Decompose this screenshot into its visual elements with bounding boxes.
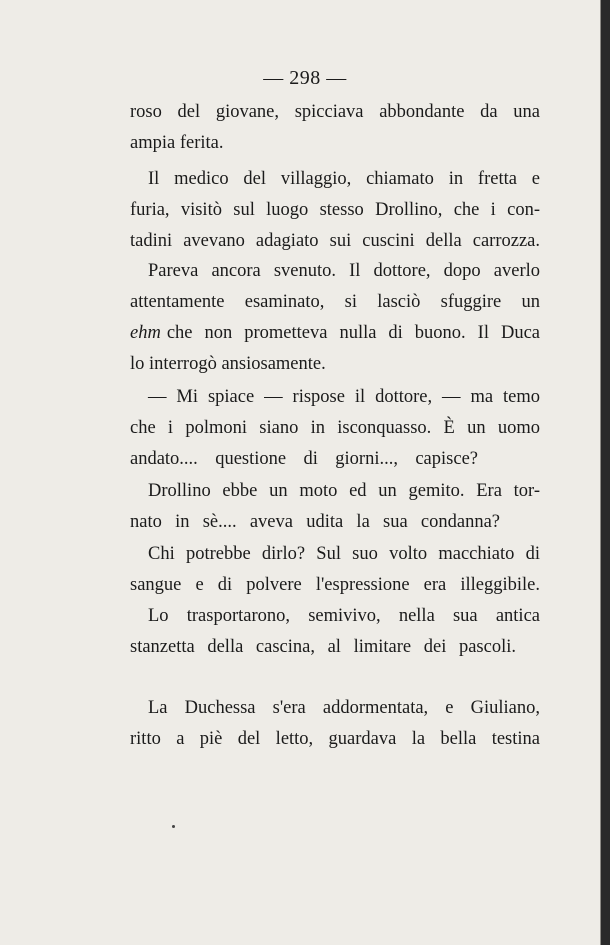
text-line: ritto a piè del letto, guardava la bella testina xyxy=(130,729,540,749)
text-line: nato in sè.... aveva udita la sua condanna? xyxy=(130,512,500,532)
page-number: — 298 — xyxy=(263,67,347,89)
text-line: Chi potrebbe dirlo? Sul suo volto macchiato di xyxy=(148,544,540,564)
text-line xyxy=(130,323,540,344)
text-line: Lo trasportarono, semivivo, nella sua antica xyxy=(148,606,540,626)
text-line: roso del giovane, spicciava abbondante da una xyxy=(130,102,540,122)
text-line: sangue e di polvere l'espressione era illeggibile. xyxy=(130,575,540,595)
page-edge-shadow xyxy=(600,0,610,945)
text-line: lo interrogò ansiosamente. xyxy=(130,354,326,374)
text-line: Il medico del villaggio, chiamato in fretta e xyxy=(148,169,540,189)
text-line: Pareva ancora svenuto. Il dottore, dopo averlo xyxy=(148,261,540,281)
text-line: stanzetta della cascina, al limitare dei pascoli. xyxy=(130,637,516,657)
text-line: furia, visitò sul luogo stesso Drollino, che i con- xyxy=(130,200,540,220)
ink-speck xyxy=(172,825,175,828)
text-line: — Mi spiace — rispose il dottore, — ma temo xyxy=(148,387,540,407)
text-line: attentamente esaminato, si lasciò sfuggire un xyxy=(130,292,540,312)
text-line: andato.... questione di giorni..., capisce? xyxy=(130,449,478,469)
text-line-rest: che non prometteva nulla di buono. Il Duca xyxy=(166,323,540,343)
text-line: che i polmoni siano in isconquasso. È un uomo xyxy=(130,418,540,438)
emphasized-word: ehm xyxy=(130,323,161,343)
text-line: Drollino ebbe un moto ed un gemito. Era tor- xyxy=(148,481,540,501)
text-line: tadini avevano adagiato sui cuscini della carrozza. xyxy=(130,231,540,251)
text-line: ampia ferita. xyxy=(130,133,224,153)
text-line: La Duchessa s'era addormentata, e Giuliano, xyxy=(148,698,540,718)
